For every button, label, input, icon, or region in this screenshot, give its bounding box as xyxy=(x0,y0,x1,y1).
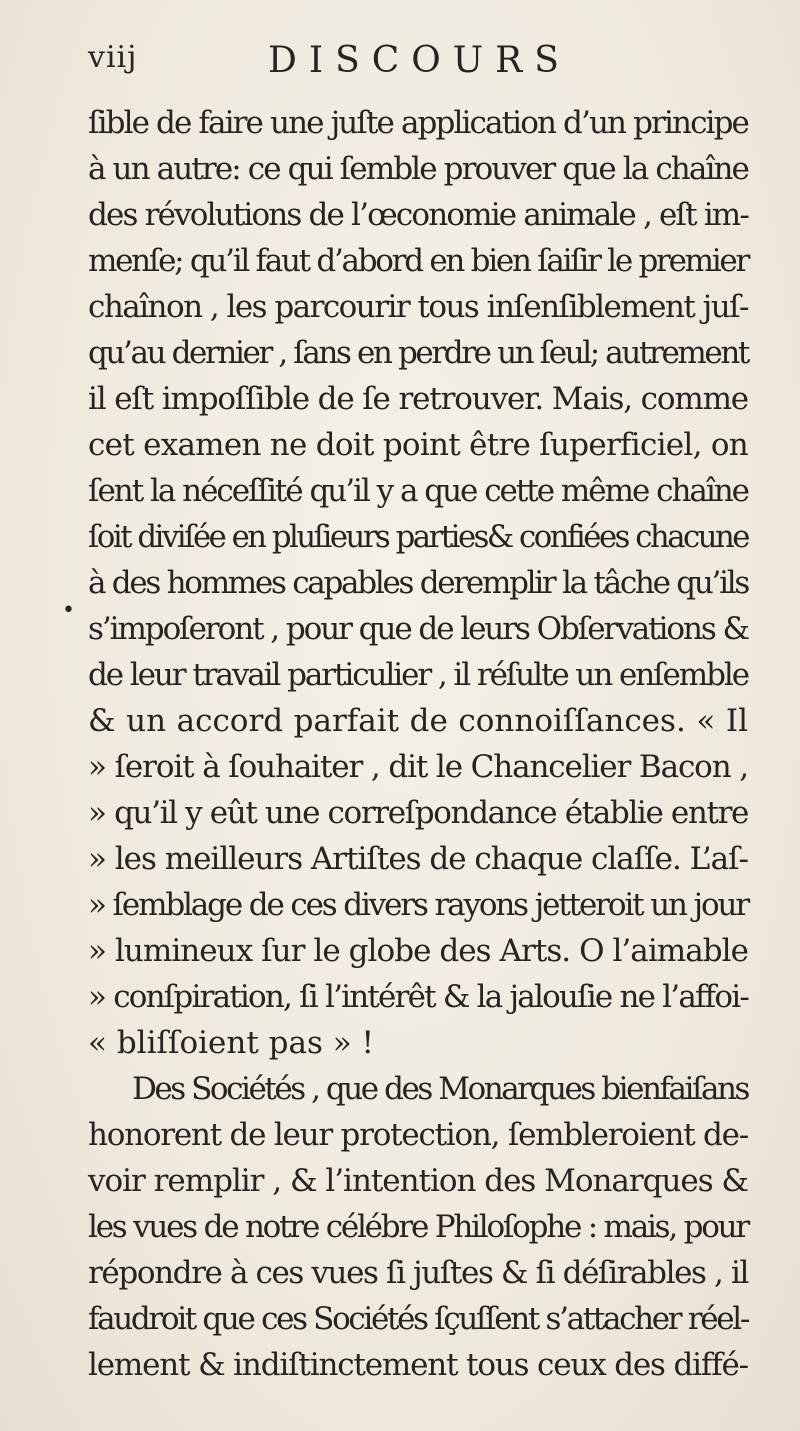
text-line: ſent la néceſſité qu’il y a que cette même chaîne xyxy=(88,473,748,509)
text-line: de leur travail particulier , il réſulte un enſemble xyxy=(88,657,748,693)
text-line: répondre à ces vues ſi juſtes & ſi déſirables , il xyxy=(88,1255,748,1291)
text-line: faudroit que ces Sociétés ſçuſſent s’attacher réel- xyxy=(88,1301,748,1337)
running-title: DISCOURS xyxy=(268,40,571,81)
text-line: s’impoſeront , pour que de leurs Obſervations & xyxy=(88,611,748,647)
text-line: » ſemblage de ces divers rayons jetteroit un jour xyxy=(88,887,748,923)
text-line: Des Sociétés , que des Monarques bienfaiſans xyxy=(132,1071,748,1107)
text-line: il eſt impoſſible de ſe retrouver. Mais, comme xyxy=(88,381,748,417)
text-line: « bliſſoient pas » ! xyxy=(88,1025,375,1061)
text-line: » conſpiration, ſi l’intérêt & la jalouſie ne l’affoi- xyxy=(88,979,748,1015)
text-line: menſe; qu’il faut d’abord en bien ſaiſir le premier xyxy=(88,243,748,279)
text-line: » ſeroit à ſouhaiter , dit le Chancelier Bacon , xyxy=(88,749,748,785)
text-line: lement & indiſtinctement tous ceux des diffé- xyxy=(88,1347,748,1383)
text-line: des révolutions de l’œconomie animale , eſt im- xyxy=(88,197,748,233)
text-line: chaînon , les parcourir tous inſenſiblement juſ- xyxy=(88,289,748,325)
text-line: cet examen ne doit point être ſuperficiel, on xyxy=(88,427,748,463)
text-line: ſoit diviſée en pluſieurs parties& confiées chacune xyxy=(88,519,748,555)
page-number: viij xyxy=(88,40,138,75)
text-line: » lumineux ſur le globe des Arts. O l’aimable xyxy=(88,933,748,969)
text-line: & un accord parfait de connoiſſances. « Il xyxy=(88,703,748,739)
text-line: les vues de notre célébre Philoſophe : mais, pour xyxy=(88,1209,748,1245)
text-line: à des hommes capables deremplir la tâche qu’ils xyxy=(88,565,748,601)
margin-marker: • xyxy=(62,598,75,623)
text-line: qu’au dernier , ſans en perdre un ſeul; autrement xyxy=(88,335,748,371)
text-line: voir remplir , & l’intention des Monarques & xyxy=(88,1163,748,1199)
text-line: à un autre: ce qui ſemble prouver que la chaîne xyxy=(88,151,748,187)
text-line: ſible de faire une juſte application d’un principe xyxy=(88,105,748,141)
page-header xyxy=(88,40,708,90)
text-line: honorent de leur protection, ſembleroient de- xyxy=(88,1117,748,1153)
text-line: » qu’il y eût une correſpondance établie entre xyxy=(88,795,748,831)
text-line: » les meilleurs Artiſtes de chaque claſſe. L’aſ- xyxy=(88,841,748,877)
